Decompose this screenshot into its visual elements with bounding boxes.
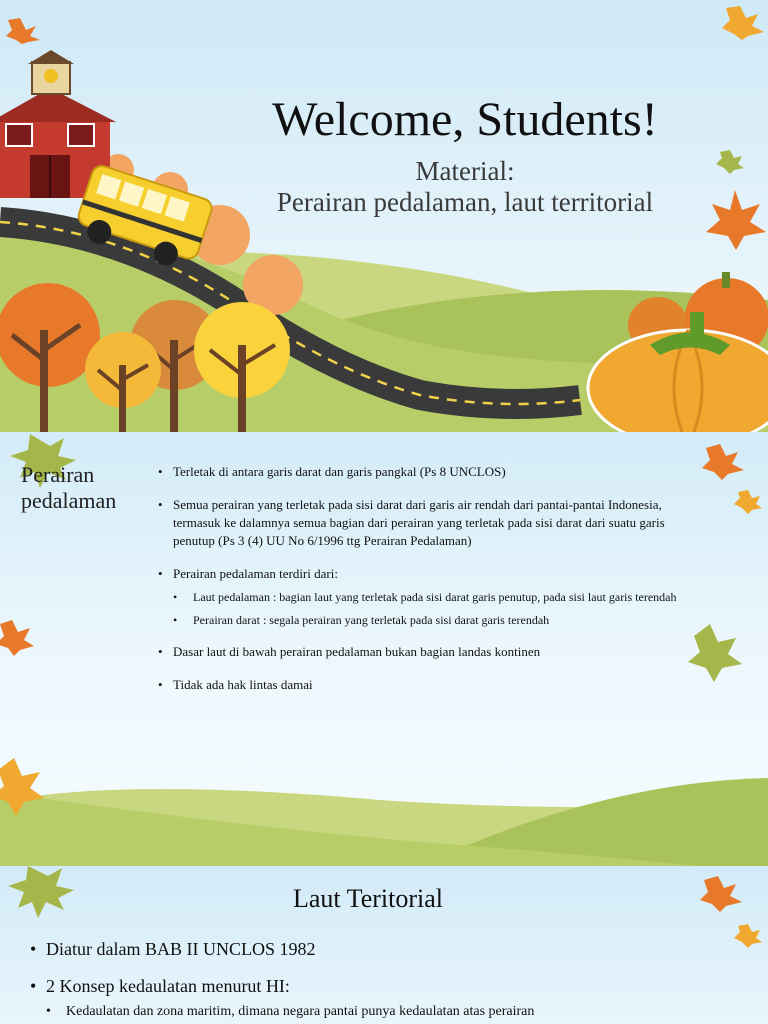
sub-list-item bbox=[173, 612, 703, 628]
list-item bbox=[158, 676, 703, 694]
list-item bbox=[158, 565, 703, 628]
list-item bbox=[158, 643, 703, 661]
slide-subtitle bbox=[270, 156, 660, 218]
maple-leaf-icon bbox=[734, 924, 762, 948]
maple-leaf-icon bbox=[6, 18, 40, 44]
bullet-text: Laut pedalaman : bagian laut yang terletak pada sisi darat garis penutup, pada sisi laut garis terendah bbox=[193, 590, 677, 604]
maple-leaf-icon bbox=[716, 150, 744, 174]
bullet-icon: • bbox=[158, 566, 163, 581]
slide-title: Welcome, Students! bbox=[272, 93, 658, 146]
list-item bbox=[158, 463, 703, 481]
bullet-icon: • bbox=[158, 644, 163, 659]
bullet-text: Perairan darat : segala perairan yang terletak pada sisi darat garis terendah bbox=[193, 613, 550, 627]
slide-title: Perairan pedalaman bbox=[21, 462, 117, 513]
maple-leaf-icon bbox=[702, 444, 744, 480]
bullet-icon: • bbox=[173, 590, 178, 604]
sub-bullet-list bbox=[173, 589, 703, 628]
sub-list-item bbox=[173, 589, 703, 605]
sub-list-item bbox=[46, 1001, 730, 1023]
bullet-icon: • bbox=[30, 976, 37, 996]
bullet-text: Terletak di antara garis darat dan garis pangkal (Ps 8 UNCLOS) bbox=[173, 464, 506, 479]
subtitle-line: Material: bbox=[415, 156, 515, 186]
subtitle-line: Perairan pedalaman, laut territorial bbox=[276, 187, 654, 217]
bullet-list bbox=[158, 463, 703, 709]
bullet-text: Tidak ada hak lintas damai bbox=[173, 677, 313, 692]
sub-bullet-list bbox=[46, 1001, 730, 1023]
bullet-icon: • bbox=[158, 677, 163, 692]
bullet-icon: • bbox=[30, 939, 37, 959]
bullet-icon: • bbox=[158, 464, 163, 479]
list-item bbox=[30, 938, 730, 960]
bullet-text: 2 Konsep kedaulatan menurut HI: bbox=[46, 976, 290, 996]
list-item bbox=[30, 975, 730, 1023]
bullet-icon: • bbox=[173, 613, 178, 627]
bullet-text: Perairan pedalaman terdiri dari: bbox=[173, 566, 338, 581]
list-item bbox=[158, 496, 703, 550]
bullet-list bbox=[30, 938, 730, 1024]
maple-leaf-icon bbox=[0, 620, 34, 656]
bullet-text: Semua perairan yang terletak pada sisi darat dari garis air rendah dari pantai-pantai Indonesia, termasuk ke dalamnya semua bagian dari perairan yang terletak pada sisi darat dari suatu garis penutup (Ps 3 (4) UU No 6/1996 ttg Perairan Pedalaman) bbox=[173, 497, 665, 548]
maple-leaf-icon bbox=[734, 490, 762, 514]
maple-leaf-icon bbox=[706, 190, 766, 250]
bullet-text: Kedaulatan dan zona maritim, dimana negara pantai punya kedaulatan atas perairan bbox=[66, 1004, 535, 1019]
maple-leaf-icon bbox=[722, 6, 764, 40]
slide-welcome bbox=[0, 0, 768, 432]
bullet-icon: • bbox=[46, 1004, 51, 1019]
slide-perairan-pedalaman bbox=[0, 432, 768, 866]
bullet-icon: • bbox=[158, 497, 163, 512]
bullet-text: Diatur dalam BAB II UNCLOS 1982 bbox=[46, 939, 316, 959]
bullet-text: Dasar laut di bawah perairan pedalaman bukan bagian landas kontinen bbox=[173, 644, 541, 659]
slide-laut-teritorial bbox=[0, 866, 768, 1024]
slide-title: Laut Teritorial bbox=[292, 884, 444, 913]
